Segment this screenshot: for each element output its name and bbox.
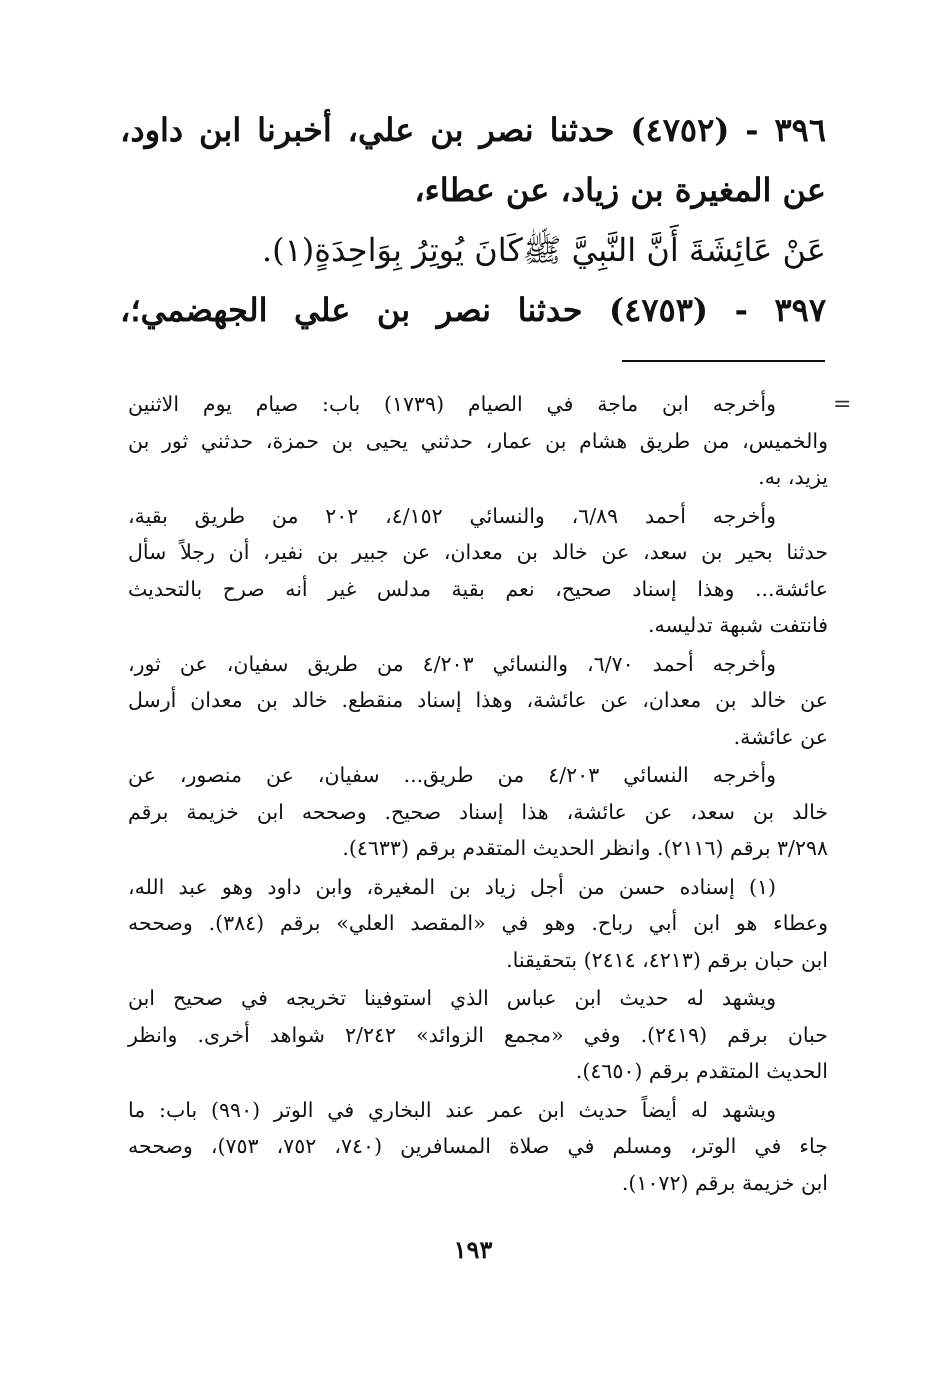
footnote-paragraph (128, 646, 828, 756)
footnote-separator (622, 360, 825, 362)
footnote-line: وعطاء هو ابن أبي رباح. وهو في «المقصد العلي» برقم (٣٨٤). وصححه (128, 911, 828, 935)
footnote-line: عائشة... وهذا إسناد صحيح، نعم بقية مدلس غير أنه صرح بالتحديث (128, 576, 828, 601)
footnote-paragraph (128, 498, 828, 644)
footnote-paragraph (128, 757, 828, 867)
footnote-line: ويشهد له حديث ابن عباس الذي استوفينا تخريجه في صحيح ابن (128, 986, 776, 1010)
footnotes (128, 386, 828, 1203)
footnote-line: ويشهد له أيضاً حديث ابن عمر عند البخاري في الوتر (٩٩٠) باب: ما (128, 1097, 776, 1122)
footnote-line: الحديث المتقدم برقم (٤٦٥٠). (575, 1059, 828, 1083)
footnote-line: عن عائشة. (733, 724, 828, 749)
footnote-continuation-mark: = (833, 392, 852, 417)
footnote-line: وأخرجه أحمد ٦/٧٠، والنسائي ٤/٢٠٣ من طريق سفيان، عن ثور، (128, 651, 776, 676)
hadith-397-chain-line: ٣٩٧ - (٤٧٥٣) حدثنا نصر بن علي الجهضمي؛، (120, 291, 826, 329)
footnote-1 (128, 869, 828, 979)
hadith-396-chain-continuation: عن المغيرة بن زياد، عن عطاء، (414, 171, 826, 209)
footnote-line: جاء في الوتر، ومسلم في صلاة المسافرين (٧٤٠، ٧٥٢، ٧٥٣)، وصححه (128, 1134, 828, 1158)
footnote-line: (١) إسناده حسن من أجل زياد بن المغيرة، وابن داود وهو عبد الله، (128, 874, 776, 899)
footnote-line: عن خالد بن معدان، عن عائشة، وهذا إسناد منقطع. خالد بن معدان أرسل (128, 688, 828, 712)
footnote-paragraph (128, 1092, 828, 1202)
hadith-396-matn: عَنْ عَائِشَةَ أَنَّ النَّبِيَّ ﷺكَانَ يُوتِرُ بِوَاحِدَةٍ(١). (261, 231, 826, 269)
footnote-line: ٣/٢٩٨ برقم (٢١١٦). وانظر الحديث المتقدم برقم (٤٦٣٣). (342, 836, 828, 860)
footnote-line: خالد بن سعد، عن عائشة، هذا إسناد صحيح. وصححه ابن خزيمة برقم (128, 799, 828, 824)
hadith-text (120, 100, 826, 340)
footnote-line: فانتفت شبهة تدليسه. (648, 613, 828, 637)
footnote-paragraph (128, 386, 828, 496)
footnote-line: وأخرجه النسائي ٤/٢٠٣ من طريق... سفيان، عن منصور، عن (128, 763, 776, 787)
footnote-line: يزيد، به. (758, 465, 828, 489)
footnote-paragraph (128, 980, 828, 1090)
page-number: ١٩٣ (453, 1235, 493, 1264)
footnote-line: ابن حبان برقم (٤٢١٣، ٢٤١٤) بتحقيقنا. (506, 947, 828, 972)
footnote-line: ابن خزيمة برقم (١٠٧٢). (621, 1170, 828, 1195)
footnote-line: والخميس، من طريق هشام بن عمار، حدثني يحيى بن حمزة، حدثني ثور بن (128, 428, 828, 453)
footnote-line: حدثنا بحير بن سعد، عن خالد بن معدان، عن جبير بن نفير، أن رجلاً سأل (128, 540, 828, 564)
footnote-line: حبان برقم (٢٤١٩). وفي «مجمع الزوائد» ٢/٢٤٢ شواهد أخرى. وانظر (128, 1022, 828, 1047)
footnote-line: وأخرجه أحمد ٦/٨٩، والنسائي ٤/١٥٢، ٢٠٢ من طريق بقية، (128, 503, 776, 528)
hadith-396-chain-line: ٣٩٦ - (٤٧٥٢) حدثنا نصر بن علي، أخبرنا ابن داود، (120, 111, 827, 149)
footnote-line: وأخرجه ابن ماجة في الصيام (١٧٣٩) باب: صيام يوم الاثنين (128, 392, 777, 416)
